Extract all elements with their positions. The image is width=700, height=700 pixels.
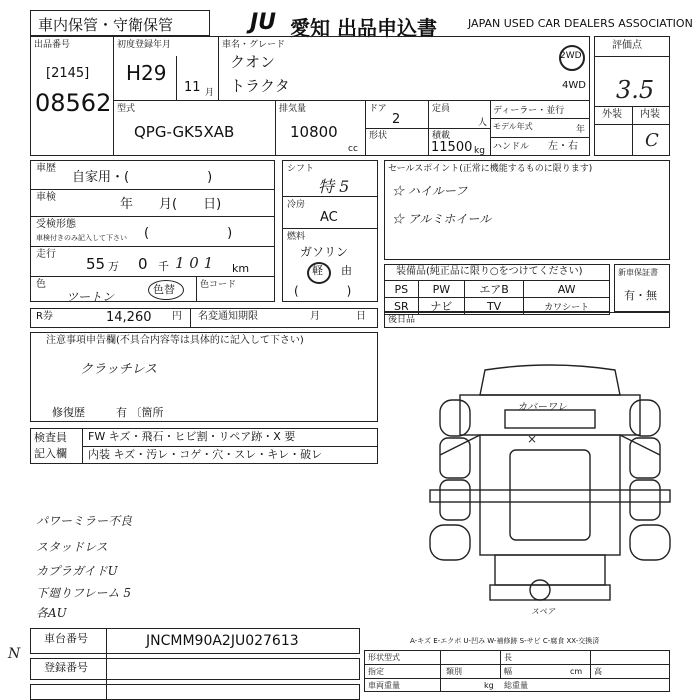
score-value: 3.5 (616, 76, 655, 104)
spec-length-label: 長 (504, 653, 512, 662)
spec-width-label: 幅 (504, 667, 512, 676)
mileage-unit: km (232, 262, 250, 275)
color-value: ツートン (66, 290, 115, 304)
fuel-value: ガソリン (300, 245, 349, 259)
fuel-label: 燃料 (287, 232, 306, 242)
sales-point-1: ☆ ハイルーフ (392, 184, 468, 198)
mileage-v3: 1 0 1 (175, 254, 214, 272)
mileage-v1: 55 (86, 255, 106, 273)
spec-category-label: 類別 (446, 667, 462, 676)
fuel-paren: ( ) (294, 284, 352, 298)
diagram-spare: スペア (531, 607, 555, 616)
doors-label: ドア (369, 104, 387, 114)
fuel-selected: 軽 (312, 264, 323, 277)
equip-sr: SR (385, 298, 419, 315)
lot-label: 出品番号 (34, 40, 71, 50)
spec-weight-label: 車両重量 (368, 681, 400, 690)
mileage-u1: 万 (108, 260, 119, 273)
warranty-value: 有・無 (624, 289, 657, 302)
handle-label: ハンドル (493, 142, 530, 152)
acceptance-value: ( ) (144, 226, 233, 241)
prefix-mark: N (8, 646, 21, 662)
dealer-label: ディーラー・並行 (493, 106, 565, 116)
damage-legend: A-キズ E-エクボ U-凹み W-補修跡 S-サビ C-腐食 XX-交換済 (410, 637, 600, 645)
color-code-label: 色コード (200, 280, 237, 290)
shape-label: 形状 (369, 131, 388, 141)
model-year-label: モデル年式 (493, 122, 533, 131)
spec-total-weight: 総重量 (504, 681, 528, 690)
trunk-label: 後日品 (388, 315, 416, 325)
equip-leather: カワシート (524, 298, 610, 315)
sales-points-label: セールスポイント(正常に機能するものに限ります) (388, 164, 593, 174)
shift-value: 特 5 (318, 177, 350, 196)
equip-airbag: エアB (464, 281, 523, 298)
equip-navi: ナビ (418, 298, 464, 315)
acceptance-label: 受検形態 (36, 219, 76, 230)
inspector-row-1: FW キズ・飛石・ヒビ割・リペア跡・X 要 (88, 430, 296, 443)
notes-label: 注意事項申告欄(不具合内容等は具体的に記入して下さい) (46, 335, 304, 346)
car-label: 車名・グレード (222, 40, 286, 50)
displacement-label: 排気量 (279, 104, 307, 114)
registration-era: H29 (126, 61, 167, 85)
extra-row (30, 684, 360, 700)
equip-tv: TV (464, 298, 523, 315)
displacement-value: 10800 (290, 123, 338, 141)
lot-bracket: [2145] (46, 66, 90, 81)
exterior-label: 外装 (602, 109, 622, 120)
diagram-damage-mark: × (527, 432, 538, 446)
registration-month-unit: 月 (205, 88, 215, 98)
repair-label: 修復歴 (52, 406, 85, 419)
inspection-label: 車検 (36, 192, 56, 203)
equipment-table (384, 280, 610, 315)
drive-2wd: 2WD (560, 51, 582, 61)
car-name: クオン (230, 53, 276, 71)
interior-value: C (645, 130, 659, 151)
equip-aw: AW (524, 281, 610, 298)
registration-label: 初度登録年月 (117, 40, 172, 50)
color-label: 色 (36, 279, 46, 290)
lot-number: 08562 (35, 89, 112, 117)
spec-shape-label: 形状型式 (368, 653, 400, 662)
car-grade: トラクタ (230, 77, 290, 95)
history-value: 自家用・( ) (72, 170, 213, 185)
repair-value: 有 〔箇所 (116, 406, 164, 419)
score-label: 評価点 (612, 40, 642, 51)
capacity-unit: 人 (478, 118, 488, 128)
capacity-label: 定員 (432, 104, 451, 114)
cooling-value: AC (320, 210, 338, 225)
load-label: 積載 (432, 131, 451, 141)
notice-month: 月 (310, 311, 320, 322)
recycle-value: 14,260 (106, 310, 152, 325)
inspector-label-1: 検査員 (34, 431, 67, 444)
spec-designation: 指定 (368, 667, 384, 676)
registration-month: 11 (184, 80, 201, 95)
load-unit: kg (474, 146, 485, 156)
hand-note-1: パワーミラー不良 (36, 514, 133, 528)
warranty-label: 新車保証書 (618, 268, 658, 277)
history-label: 車歴 (36, 163, 56, 174)
spec-height-label: 高 (594, 667, 602, 676)
hand-note-5: 各AU (36, 606, 67, 620)
interior-label: 内装 (640, 109, 660, 120)
equipment-label: 装備品(純正品に限り○をつけてください) (396, 266, 583, 277)
notice-day: 日 (356, 311, 366, 322)
handle-options: 左・右 (548, 141, 578, 152)
association-name: JAPAN USED CAR DEALERS ASSOCIATION (468, 17, 693, 30)
equip-ps: PS (385, 281, 419, 298)
doors-value: 2 (392, 112, 401, 127)
hand-note-3: カプラガイドU (36, 564, 118, 578)
inspector-label-2: 記入欄 (34, 447, 67, 460)
spec-cm: cm (570, 667, 583, 676)
sales-point-2: ☆ アルミホイール (392, 212, 492, 226)
plate-label: 登録番号 (44, 661, 88, 674)
cooling-label: 冷房 (287, 200, 306, 210)
inspection-value: 年 月( 日) (120, 197, 222, 212)
logo-mark: JU (250, 10, 277, 35)
acceptance-sub: 車検付きのみ記入して下さい (36, 234, 127, 242)
fuel-other: 由 (341, 264, 352, 277)
internal-storage-label: 車内保管・守衛保管 (38, 16, 174, 34)
chassis-label: 車台番号 (44, 632, 88, 645)
model-value: QPG-GK5XAB (134, 123, 235, 141)
model-label: 型式 (117, 104, 136, 114)
shift-label: シフト (287, 164, 315, 174)
notes-value: クラッチレス (80, 362, 158, 377)
displacement-unit: cc (348, 144, 358, 154)
hand-note-4: 下廻りフレーム 5 (36, 586, 131, 600)
load-value: 11500 (431, 140, 473, 155)
spec-kg: kg (484, 681, 494, 690)
recycle-unit: 円 (172, 311, 182, 322)
mileage-label: 走行 (36, 249, 56, 260)
mileage-u2: 千 (158, 260, 169, 273)
trunk-block (384, 312, 670, 328)
drive-4wd: 4WD (562, 80, 586, 91)
recycle-label: R券 (36, 311, 53, 322)
inspector-row-2: 内装 キズ・汚レ・コゲ・穴・スレ・キレ・破レ (88, 448, 323, 461)
notice-label: 名変通知期限 (198, 311, 258, 322)
hand-note-2: スタッドレス (36, 540, 108, 554)
chassis-value: JNCMM90A2JU027613 (146, 633, 299, 649)
equip-pw: PW (418, 281, 464, 298)
mileage-v2: 0 (138, 255, 148, 273)
model-year-unit: 年 (576, 125, 586, 135)
color-swap: 色替 (153, 283, 175, 296)
diagram-note-1: カバーワレ (517, 402, 567, 413)
form-title: 愛知 出品申込書 (290, 16, 437, 40)
